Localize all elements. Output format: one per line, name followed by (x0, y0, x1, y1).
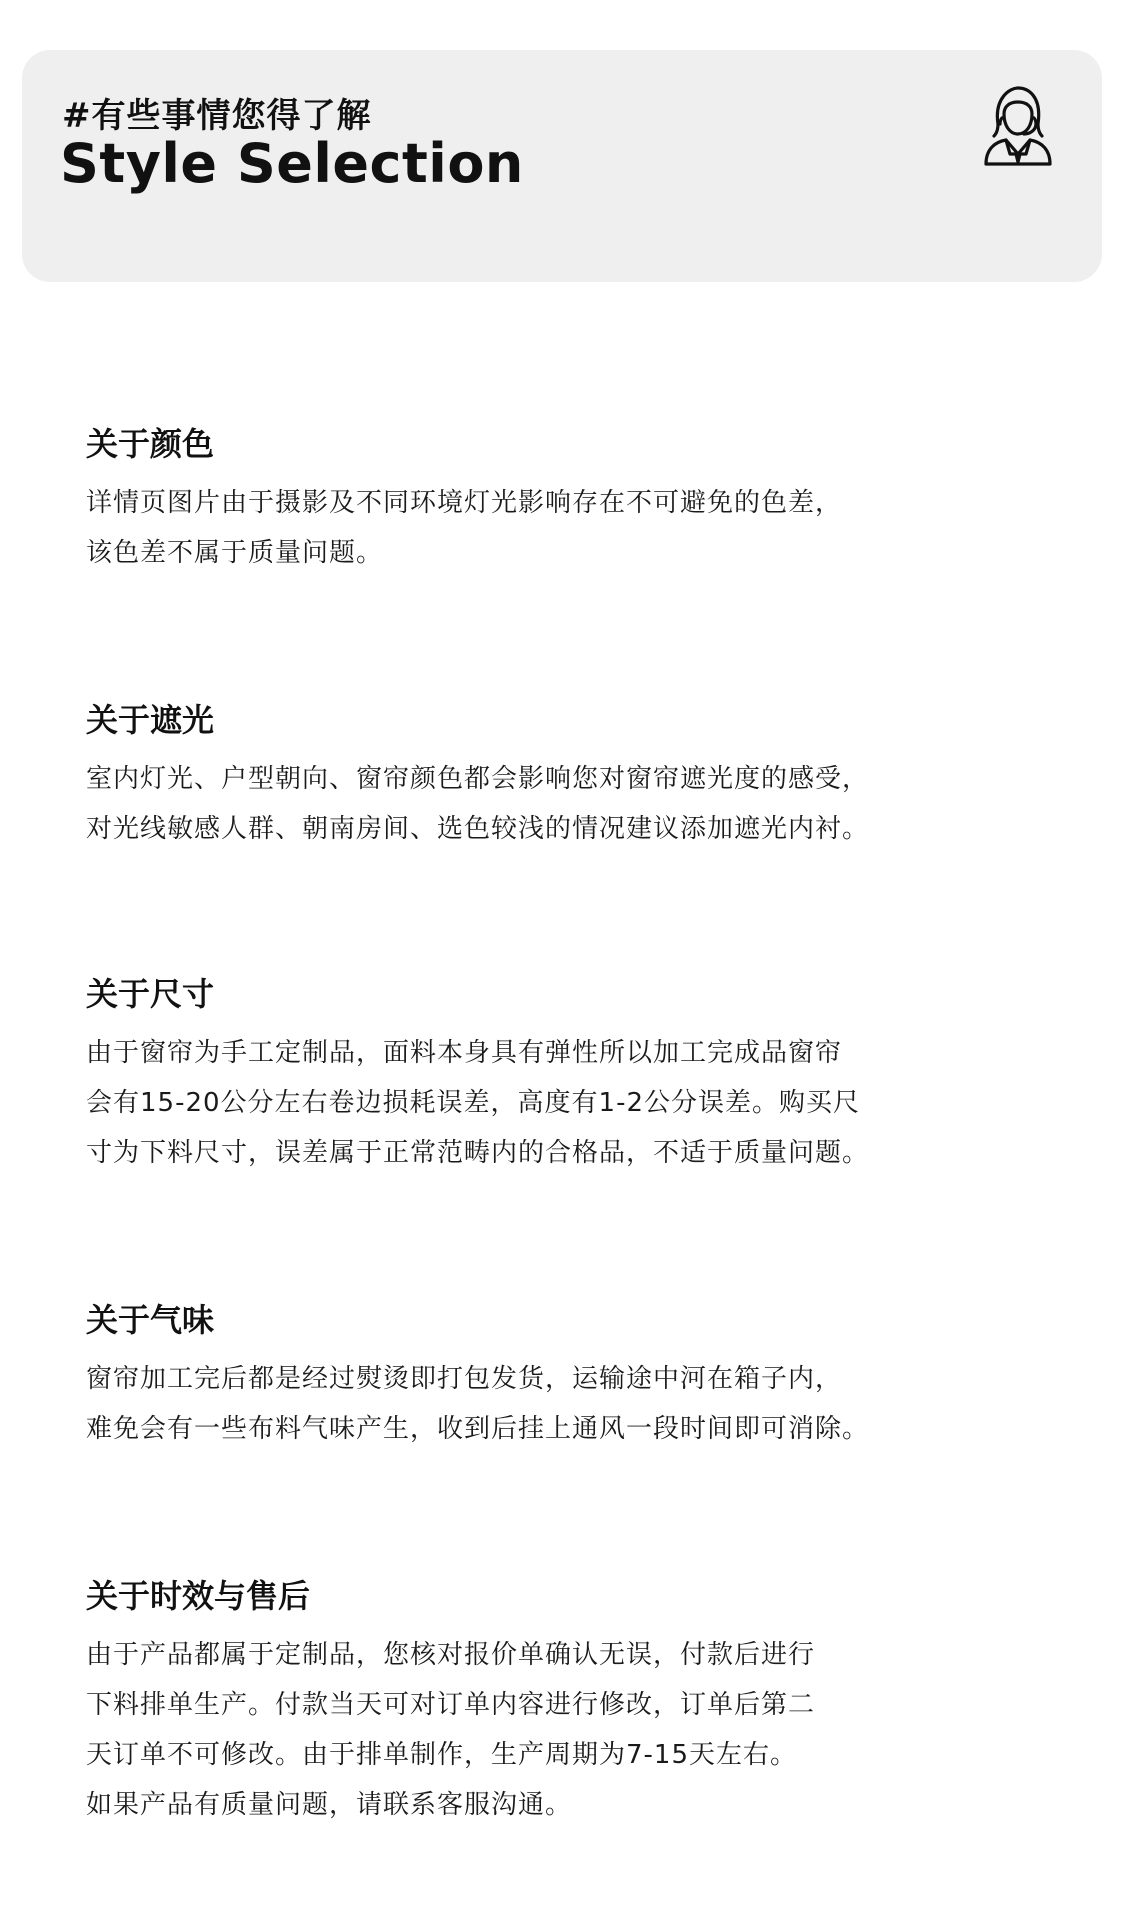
section-text-line: 天订单不可修改。由于排单制作，生产周期为7-15天左右。 (86, 1740, 798, 1770)
page-title: Style Selection (60, 132, 524, 195)
section-text-line: 由于窗帘为手工定制品，面料本身具有弹性所以加工完成品窗帘 (86, 1038, 843, 1068)
section-title: 关于时效与售后 (86, 1577, 311, 1615)
section-text-line: 会有15-20公分左右卷边损耗误差，高度有1-2公分误差。购买尺 (86, 1088, 861, 1118)
section-text-line: 窗帘加工完后都是经过熨烫即打包发货，运输途中河在箱子内， (86, 1364, 843, 1394)
section-delivery-aftersales (86, 1576, 1086, 1830)
section-title: 关于尺寸 (86, 975, 215, 1013)
section-text-line: 如果产品有质量问题，请联系客服沟通。 (86, 1790, 573, 1820)
section-size (86, 974, 1086, 1178)
section-odor (86, 1300, 1086, 1454)
section-text-line: 室内灯光、户型朝向、窗帘颜色都会影响您对窗帘遮光度的感受， (86, 764, 870, 794)
section-text-line: 该色差不属于质量问题。 (86, 538, 384, 568)
header-card (22, 50, 1102, 282)
section-text-line: 由于产品都属于定制品，您核对报价单确认无误，付款后进行 (86, 1640, 816, 1670)
section-text-line: 难免会有一些布料气味产生，收到后挂上通风一段时间即可消除。 (86, 1414, 870, 1444)
section-text-line: 寸为下料尺寸，误差属于正常范畴内的合格品，不适于质量问题。 (86, 1138, 870, 1168)
header-kicker: #有些事情您得了解 (62, 96, 372, 136)
section-text-line: 对光线敏感人群、朝南房间、选色较浅的情况建议添加遮光内衬。 (86, 814, 870, 844)
section-title: 关于遮光 (86, 701, 215, 739)
section-text-line: 详情页图片由于摄影及不同环境灯光影响存在不可避免的色差， (86, 488, 843, 518)
section-text-line: 下料排单生产。付款当天可对订单内容进行修改，订单后第二 (86, 1690, 816, 1720)
section-blackout (86, 700, 1086, 854)
section-title: 关于颜色 (86, 425, 215, 463)
section-title: 关于气味 (86, 1301, 215, 1339)
customer-service-icon (980, 84, 1056, 168)
section-color (86, 424, 1086, 578)
